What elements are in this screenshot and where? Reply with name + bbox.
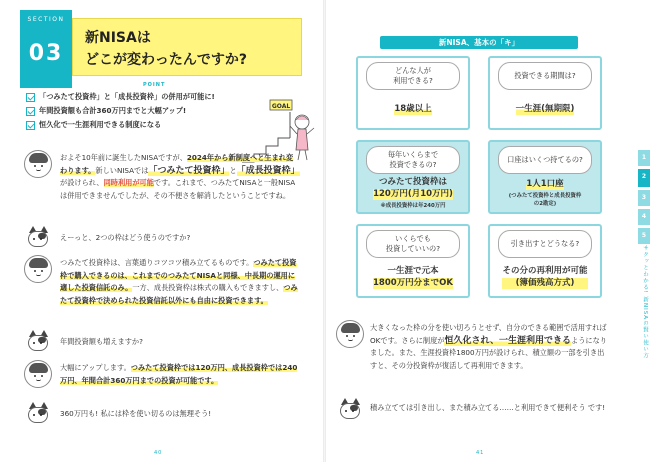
card-question: 投資できる期間は? [498, 62, 592, 90]
page-title: 新NISAは どこが変わったんですか? [85, 30, 247, 68]
advisor-avatar [24, 150, 52, 178]
card-answer: 一生涯で元本 1800万円分までOK [373, 266, 453, 288]
point-text: 「つみたて投資枠」と「成長投資枠」の併用が可能に! [39, 92, 215, 101]
card-answer: 一生涯(無期限) [515, 104, 575, 114]
checkbox-icon [26, 121, 35, 130]
cat-avatar [338, 398, 362, 420]
section-box [20, 10, 72, 88]
cat-avatar [26, 330, 50, 352]
commentary-advisor: 大きくなった枠の分を使い切ろうとせず、自分のできる範囲で活用すればOKです。さらに制度が恒久化され、一生涯利用できるようになりました。また、生涯投資枠1800万円が設けられ、積立額の一部を引き出すと、その分投資枠が復活して再利用できます。 [370, 323, 607, 370]
point-item [26, 118, 231, 132]
card-question: 口座はいくつ持てるの? [498, 146, 592, 174]
card-answer: 18歳以上 [394, 104, 432, 114]
card-answer: 1人1口座 [526, 179, 564, 189]
info-card [488, 224, 602, 298]
point-box [20, 82, 302, 142]
info-card [356, 56, 470, 130]
card-note: ※成長投資枠は年240万円 [380, 203, 446, 209]
card-answer: つみたて投資枠は 120万円(月10万円) [373, 177, 453, 199]
card-question: 毎年いくらまで 投資できるの? [366, 146, 460, 174]
title-band [72, 18, 302, 76]
cat-avatar [26, 226, 50, 248]
chapter-tab-1[interactable]: 1 [638, 150, 650, 166]
point-text: 年間投資額も合計360万円までと大幅アップ! [39, 106, 187, 115]
section-label: SECTION [27, 16, 65, 23]
chapter-tab-5[interactable]: 5 [638, 228, 650, 244]
dialog-cat-1: えーっと、2つの枠はどう使うのですか? [60, 233, 191, 242]
point-list [26, 90, 231, 132]
card-question: どんな人が 利用できる? [366, 62, 460, 90]
left-page [0, 0, 324, 462]
advisor-avatar [336, 320, 364, 348]
side-running-title: サクッとわかる! 新NISAの賢い使い方 [642, 245, 648, 360]
dialog-advisor-1: およそ10年前に誕生したNISAですが、2024年から新制度へと生まれ変わります。新しいNISAでは「つみたて投資枠」と「成長投資枠」が設けられ、同時利用が可能です。これまで、つみたてNISAと一般NISAは併用できませんでしたが、その不便さを解消したということですね。 [60, 153, 300, 200]
point-text: 恒久化で一生涯利用できる制度になる [39, 120, 162, 129]
checkbox-icon [26, 107, 35, 116]
dialog-cat-3: 360万円も! 私には枠を使い切るのは無理そう! [60, 409, 212, 418]
checkbox-icon [26, 93, 35, 102]
chapter-tab-2[interactable]: 2 [638, 169, 650, 187]
advisor-avatar [24, 360, 52, 388]
card-question: 引き出すとどうなる? [498, 230, 592, 258]
cat-avatar [26, 402, 50, 424]
commentary-cat: 積み立てては引き出し、また積み立てる……と利用できて便利そう です! [370, 403, 606, 412]
info-card [356, 224, 470, 298]
card-question: いくらでも 投資していいの? [366, 230, 460, 258]
page-number-left: 40 [154, 450, 163, 456]
section-number: 03 [28, 41, 64, 66]
goal-sign-text: GOAL [271, 103, 291, 110]
chapter-tab-3[interactable]: 3 [638, 190, 650, 206]
dialog-advisor-3: 大幅にアップします。つみたて投資枠では120万円、成長投資枠では240万円、年間合計360万円までの投資が可能です。 [60, 363, 298, 385]
point-item [26, 90, 231, 104]
card-answer: その分の再利用が可能 (簿価残高方式) [502, 266, 588, 288]
right-page [326, 0, 650, 462]
page-number-right: 41 [476, 450, 485, 456]
dialog-cat-2: 年間投資額も増えますか? [60, 337, 143, 346]
section-band: 新NISA、基本の「キ」 [380, 36, 578, 49]
info-card [488, 140, 602, 214]
info-card [488, 56, 602, 130]
card-note: (つみたて投資枠と成長投資枠 の2勘定) [508, 193, 582, 207]
dialog-advisor-2: つみたて投資枠は、言葉通りコツコツ積み立てるものです。つみたて投資枠で購入できるのは、これまでのつみたてNISAと同様、中長期の運用に適した投資信託のみ。一方、成長投資枠は株式の購入もできますし、つみたて投資枠で決められた投資信託以外にも自由に投資できます。 [60, 258, 298, 305]
advisor-avatar [24, 255, 52, 283]
chapter-tabs [638, 150, 650, 247]
point-label: POINT [140, 82, 168, 88]
chapter-tab-4[interactable]: 4 [638, 209, 650, 225]
info-card [356, 140, 470, 214]
point-item [26, 104, 231, 118]
